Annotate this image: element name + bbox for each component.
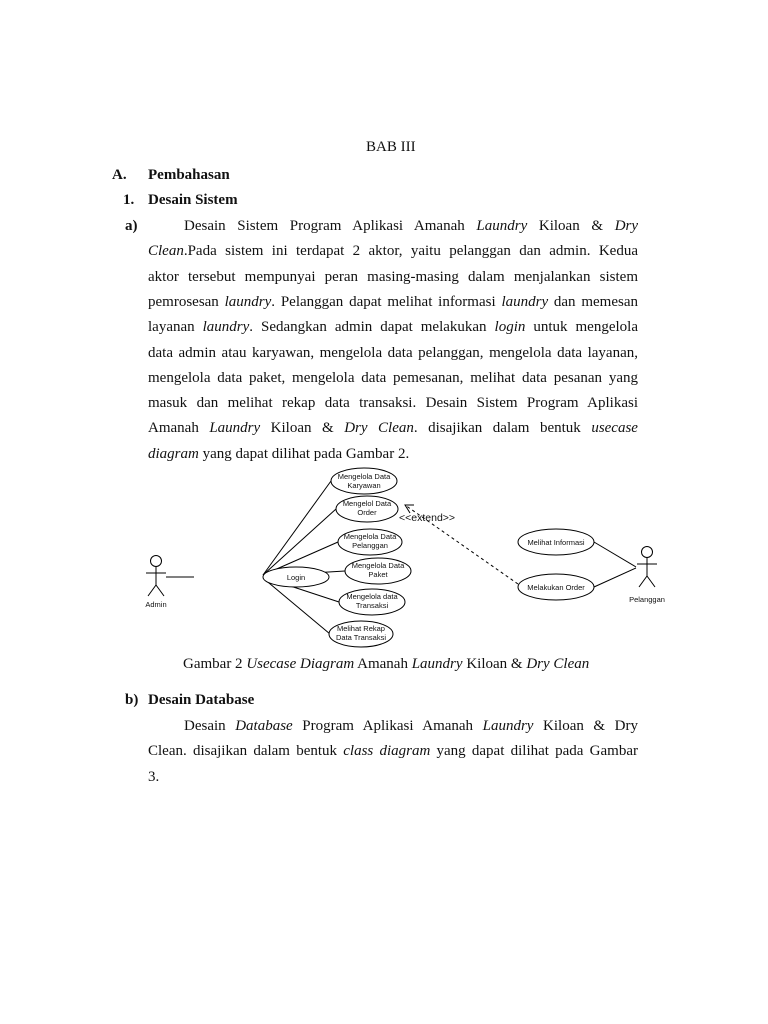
assoc-line-2: [263, 509, 336, 575]
paragraph-line: mengelola data paket, mengelola data pemesanan, melihat data pesanan yang: [148, 369, 638, 386]
usecase-customer-1-label: Melihat Informasi: [527, 538, 585, 547]
customer-actor-icon: [637, 547, 657, 588]
login-label: Login: [286, 573, 306, 582]
figure-caption: Gambar 2 Usecase Diagram Amanah Laundry Kiloan & Dry Clean: [183, 656, 590, 672]
paragraph-line: Desain Sistem Program Aplikasi Amanah Laundry Kiloan & Dry: [184, 218, 639, 234]
part-b-title: Desain Database: [148, 692, 255, 708]
assoc-line-1: [263, 481, 331, 575]
paragraph-line: diagram yang dapat dilihat pada Gambar 2.: [148, 445, 410, 462]
customer-actor-label: Pelanggan: [629, 595, 665, 604]
admin-actor-label: Admin: [145, 600, 167, 609]
usecase-admin-5-line2: Transaksi: [355, 601, 389, 610]
paragraph-line: Clean.Pada sistem ini terdapat 2 aktor, yaitu pelanggan dan admin. Kedua: [148, 243, 638, 260]
usecase-admin-2-line1: Mengelol Data: [342, 499, 392, 508]
usecase-admin-1-line1: Mengelola Data: [337, 472, 391, 481]
usecase-admin-5-line1: Mengelola data: [346, 592, 398, 601]
usecase-admin-4-line1: Mengelola Data: [351, 561, 405, 570]
subsection-label: 1.: [123, 192, 135, 208]
paragraph-line: aktor tersebut mempunyai peran masing-masing dalam menjalankan sistem: [148, 268, 638, 285]
paragraph-line: Amanah Laundry Kiloan & Dry Clean. disajikan dalam bentuk usecase: [148, 420, 638, 437]
paragraph-line: 3.: [148, 768, 160, 785]
usecase-admin-6-line2: Data Transaksi: [335, 633, 387, 642]
paragraph-line: Desain Database Program Aplikasi Amanah Laundry Kiloan & Dry: [184, 718, 638, 734]
usecase-admin-6-line1: Melihat Rekap: [337, 624, 385, 633]
usecase-customer-2-label: Melakukan Order: [527, 583, 585, 592]
usecase-diagram: [138, 463, 678, 655]
part-a-label: a): [125, 218, 138, 234]
subsection-title: Desain Sistem: [148, 192, 238, 208]
usecase-admin-2-line2: Order: [357, 508, 377, 517]
paragraph-line: layanan laundry. Sedangkan admin dapat melakukan login untuk mengelola: [148, 319, 638, 336]
usecase-admin-3-line1: Mengelola Data: [343, 532, 397, 541]
section-label: A.: [112, 167, 127, 183]
chapter-title: BAB III: [366, 139, 416, 155]
usecase-admin-3-line2: Pelanggan: [352, 541, 388, 550]
customer-assoc-1: [594, 542, 636, 567]
paragraph-line: masuk dan melihat rekap data transaksi. Desain Sistem Program Aplikasi: [148, 395, 638, 412]
usecase-admin-1-line2: Karyawan: [347, 481, 381, 490]
usecase-admin-4-line2: Paket: [368, 570, 388, 579]
paragraph-line: pemrosesan laundry. Pelanggan dapat melihat informasi laundry dan memesan: [148, 293, 638, 310]
part-b-label: b): [125, 692, 139, 708]
admin-actor-icon: [146, 556, 166, 597]
paragraph-line: data admin atau karyawan, mengelola data pelanggan, mengelola data layanan,: [148, 344, 638, 361]
customer-assoc-2: [594, 568, 636, 587]
section-title: Pembahasan: [148, 167, 230, 183]
paragraph-line: Clean. disajikan dalam bentuk class diagram yang dapat dilihat pada Gambar: [148, 743, 638, 760]
extend-label: <<extend>>: [399, 512, 456, 524]
